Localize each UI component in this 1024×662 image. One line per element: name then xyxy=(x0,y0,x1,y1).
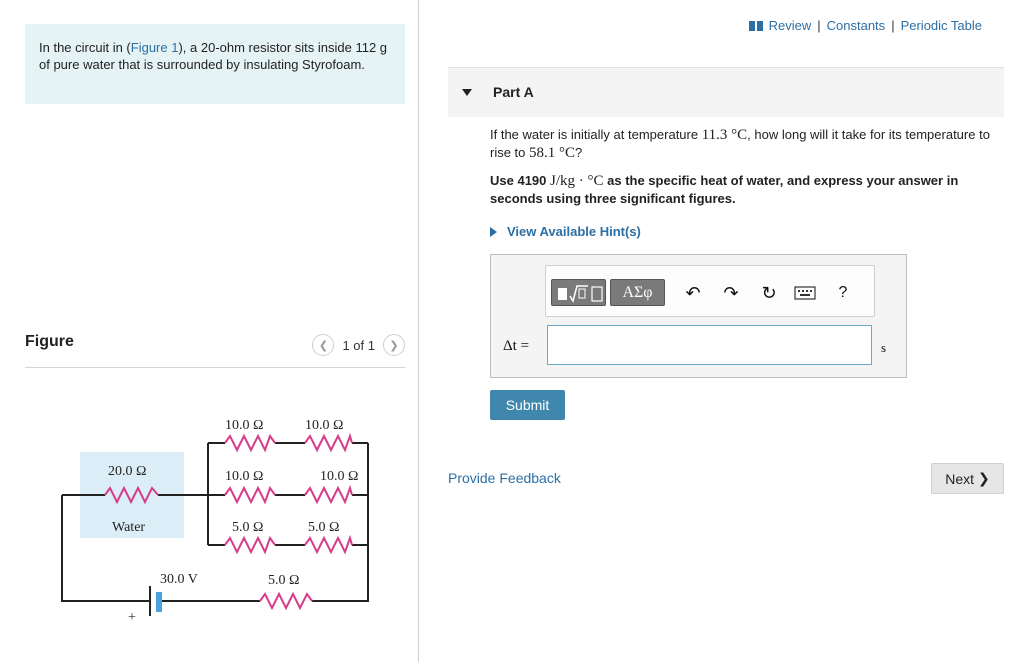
figure-link[interactable]: Figure 1 xyxy=(130,40,179,55)
next-label: Next xyxy=(945,470,975,487)
label-top-left: 10.0 Ω xyxy=(225,418,264,433)
figure-header xyxy=(25,328,405,368)
next-figure-button[interactable]: ❯ xyxy=(383,334,405,356)
question-part: If the water is initially at temperature xyxy=(490,127,702,142)
question-part: ? xyxy=(575,145,583,160)
answer-area xyxy=(490,254,907,378)
initial-temperature: 11.3 °C xyxy=(701,127,748,143)
resistor-top-left xyxy=(225,436,275,450)
review-link[interactable]: Review xyxy=(768,18,812,33)
collapse-caret-icon[interactable] xyxy=(462,89,472,96)
help-icon[interactable]: ? xyxy=(838,284,848,301)
question-part: , how long will it take for its temperature to rise to xyxy=(490,127,990,160)
separator: | xyxy=(891,18,895,33)
answer-label: Δt = xyxy=(503,338,530,354)
figure-title: Figure xyxy=(25,333,74,350)
templates-icon xyxy=(552,280,607,307)
right-pane xyxy=(420,0,1024,662)
hint-label: View Available Hint(s) xyxy=(507,224,641,239)
label-middle-left: 10.0 Ω xyxy=(225,469,264,484)
answer-input[interactable] xyxy=(547,325,872,365)
keyboard-icon[interactable] xyxy=(792,280,818,306)
math-toolbar xyxy=(545,265,875,317)
instruction-part: as the specific heat of water, and express your answer in seconds using three significant figures. xyxy=(490,173,959,206)
label-battery: 30.0 V xyxy=(160,572,198,587)
resistor-bottom-left xyxy=(225,538,275,552)
greek-symbols-button[interactable]: ΑΣφ xyxy=(610,279,665,306)
label-bottom-left: 5.0 Ω xyxy=(232,520,264,535)
instruction-text xyxy=(490,172,1010,208)
constants-link[interactable]: Constants xyxy=(826,18,886,33)
label-water-resistor: 20.0 Ω xyxy=(108,464,147,479)
resistor-middle-left xyxy=(225,488,275,502)
pager-label: 1 of 1 xyxy=(342,337,375,353)
next-button[interactable] xyxy=(931,463,1004,494)
battery-symbol xyxy=(150,586,162,616)
problem-statement xyxy=(25,24,405,104)
resistor-middle-right xyxy=(305,488,352,502)
specific-heat-unit: J/kg · °C xyxy=(550,173,604,189)
figure-pager xyxy=(312,334,405,356)
final-temperature: 58.1 °C xyxy=(529,145,576,161)
view-hints-toggle[interactable] xyxy=(490,224,641,239)
reset-icon[interactable]: ↻ xyxy=(761,282,777,303)
book-icon xyxy=(749,21,763,31)
redo-icon[interactable]: ↷ xyxy=(723,282,739,303)
resistor-bottom-right xyxy=(305,538,352,552)
templates-button[interactable] xyxy=(551,279,606,306)
label-water: Water xyxy=(112,520,146,535)
label-top-right: 10.0 Ω xyxy=(305,418,344,433)
part-header[interactable] xyxy=(448,67,1004,117)
resistor-battery-branch xyxy=(260,594,312,608)
label-middle-right: 10.0 Ω xyxy=(320,469,359,484)
instruction-part: Use 4190 xyxy=(490,173,550,188)
undo-icon[interactable]: ↶ xyxy=(685,282,701,303)
part-label: Part A xyxy=(493,84,534,100)
circuit-diagram xyxy=(50,408,380,628)
top-links xyxy=(749,18,982,33)
periodic-table-link[interactable]: Periodic Table xyxy=(900,18,982,33)
label-battery-branch: 5.0 Ω xyxy=(268,573,300,588)
left-pane xyxy=(0,0,419,662)
question-text xyxy=(490,126,1010,162)
separator: | xyxy=(817,18,821,33)
problem-text-after: ), a 20-ohm resistor sits inside 112 g of pure water that is surrounded by insulating Styrofoam. xyxy=(39,40,388,72)
label-bottom-right: 5.0 Ω xyxy=(308,520,340,535)
provide-feedback-link[interactable]: Provide Feedback xyxy=(448,470,561,486)
expand-caret-icon xyxy=(490,227,497,237)
resistor-top-right xyxy=(305,436,352,450)
answer-unit: s xyxy=(881,340,887,355)
problem-text-before: In the circuit in ( xyxy=(39,40,131,55)
previous-figure-button[interactable]: ❮ xyxy=(312,334,334,356)
submit-button[interactable]: Submit xyxy=(490,390,565,420)
chevron-right-icon: ❯ xyxy=(978,470,990,486)
label-plus: + xyxy=(128,610,136,625)
